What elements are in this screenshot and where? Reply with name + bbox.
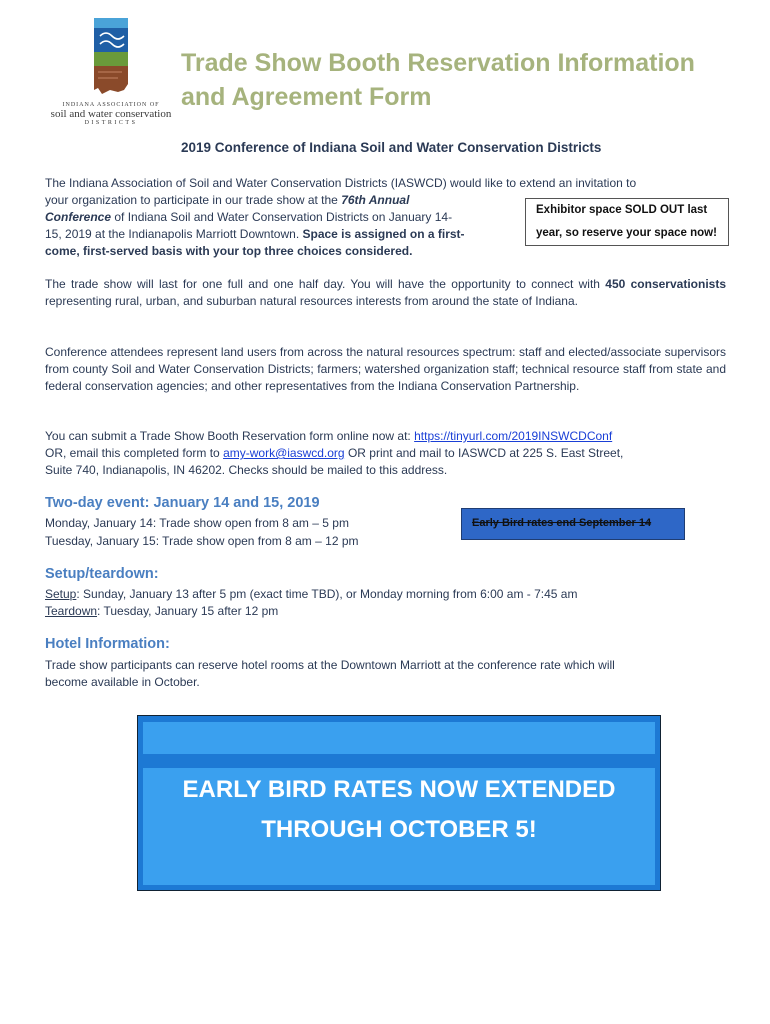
teardown-line	[45, 603, 278, 620]
logo-org-line1: INDIANA ASSOCIATION OF	[62, 102, 160, 108]
event-monday: Monday, January 14: Trade show open from 8 am – 5 pm	[45, 516, 349, 530]
logo-sky-band	[94, 18, 128, 28]
setup-label: Setup	[45, 587, 77, 601]
tradeshow-paragraph	[45, 276, 726, 310]
tradeshow-text-b: representing rural, urban, and suburban natural resources interests from around the state of Indiana.	[45, 294, 578, 308]
teardown-text: : Tuesday, January 15 after 12 pm	[97, 604, 279, 618]
logo-soil-band	[94, 66, 128, 94]
logo-org-line3: DISTRICTS	[84, 120, 138, 126]
page-title	[181, 46, 741, 114]
hotel-line2: become available in October.	[45, 675, 200, 689]
intro-line2	[45, 192, 515, 209]
earlybird-banner-top	[143, 722, 655, 754]
event-heading: Two-day event: January 14 and 15, 2019	[45, 495, 320, 511]
logo-grass-band	[94, 52, 128, 66]
setup-heading: Setup/teardown:	[45, 566, 159, 582]
hotel-line1: Trade show participants can reserve hotel rooms at the Downtown Marriott at the conference rate which will	[45, 658, 615, 672]
page-title-line2: and Agreement Form	[181, 83, 432, 111]
setup-line	[45, 586, 577, 603]
email-link[interactable]: amy-work@iaswcd.org	[223, 446, 345, 460]
tradeshow-bold: 450 conservationists	[605, 277, 726, 291]
banner-line1: EARLY BIRD RATES NOW EXTENDED	[182, 776, 616, 803]
intro-line2-bold: 76th Annual	[341, 193, 410, 207]
intro-line2-text: your organization to participate in our trade show at the	[45, 193, 342, 207]
intro-line4	[45, 226, 515, 243]
intro-line3-text: of Indiana Soil and Water Conservation Districts on January 14-	[111, 210, 453, 224]
intro-line3	[45, 209, 515, 226]
intro-line5: come, first-served basis with your top three choices considered.	[45, 244, 413, 258]
intro-line3-bold: Conference	[45, 210, 112, 224]
intro-line4-text: 15, 2019 at the Indianapolis Marriott Downtown.	[45, 227, 303, 241]
setup-text: : Sunday, January 13 after 5 pm (exact time TBD), or Monday morning from 6:00 am - 7:45 am	[76, 587, 578, 601]
tradeshow-text-a: The trade show will last for one full and one half day. You will have the opportunity to connect with	[45, 277, 606, 291]
registration-url-link[interactable]: https://tinyurl.com/2019INSWCDConf	[414, 429, 613, 443]
banner-line2: THROUGH OCTOBER 5!	[261, 816, 537, 843]
logo-water-band	[94, 28, 128, 52]
page-subtitle: 2019 Conference of Indiana Soil and Water Conservation Districts	[181, 140, 602, 155]
submit-text-b: OR, email this completed form to	[45, 446, 224, 460]
intro-line4-bold: Space is assigned on a first-	[302, 227, 465, 241]
submit-line2	[45, 445, 726, 462]
earlybird-banner-text	[143, 768, 655, 885]
submit-line1	[45, 428, 726, 445]
page-title-line1: Trade Show Booth Reservation Information	[181, 49, 695, 77]
submit-text-c: OR print and mail to IASWCD at 225 S. East Street,	[344, 446, 624, 460]
soldout-line1: Exhibitor space SOLD OUT last	[536, 204, 708, 216]
submit-line3: Suite 740, Indianapolis, IN 46202. Checks should be mailed to this address.	[45, 463, 448, 477]
soldout-callout	[525, 198, 729, 246]
logo-org-name	[42, 102, 180, 126]
teardown-label: Teardown	[45, 604, 98, 618]
earlybird-deadline-note: Early Bird rates end September 14	[461, 508, 685, 540]
logo-org-line2: soil and water conservation	[50, 108, 172, 120]
hotel-heading: Hotel Information:	[45, 636, 170, 652]
submit-text-a: You can submit a Trade Show Booth Reservation form online now at:	[45, 429, 415, 443]
event-tuesday: Tuesday, January 15: Trade show open from 8 am – 12 pm	[45, 534, 359, 548]
attendees-paragraph: Conference attendees represent land users from across the natural resources spectrum: staff and elected/associate supervisors from county Soil and Water Conservation Districts; farmers; watershed organization staff; technical resource staff from state and federal conservation agencies; and other representatives from the Indiana Conservation Partnership.	[45, 345, 726, 393]
soldout-line2: year, so reserve your space now!	[536, 227, 717, 239]
intro-line1: The Indiana Association of Soil and Water Conservation Districts (IASWCD) would like to extend an invitation to	[45, 176, 637, 190]
